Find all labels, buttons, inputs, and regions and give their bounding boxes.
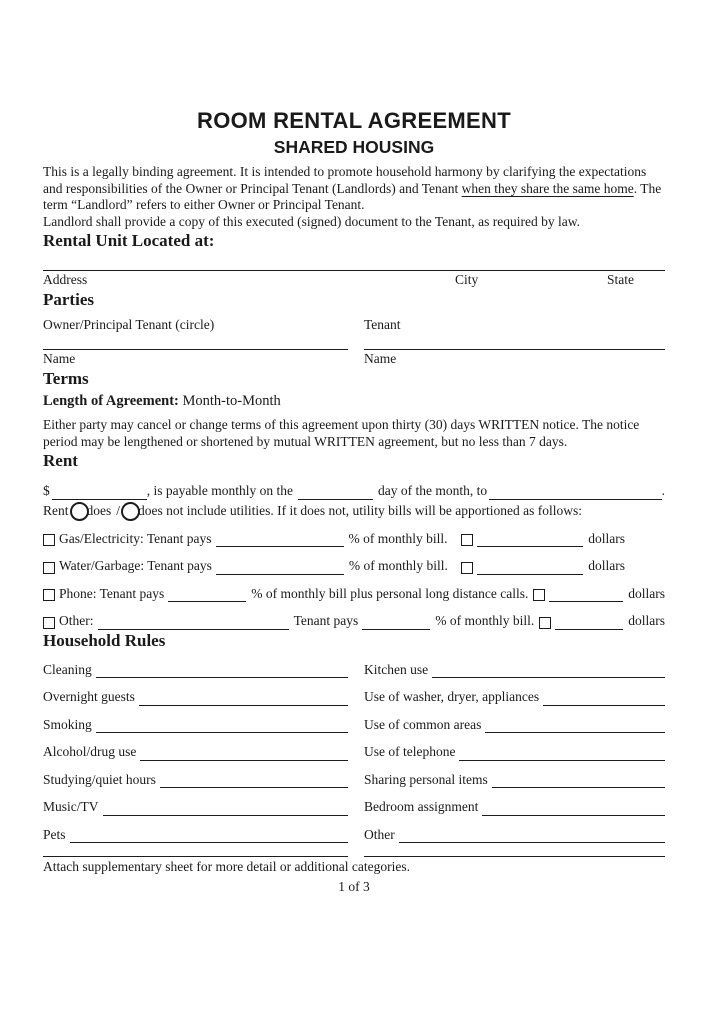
utility-row-phone	[43, 586, 665, 603]
rent-heading: Rent	[43, 451, 78, 470]
landlord-copy-notice: Landlord shall provide a copy of this executed (signed) document to the Tenant, as required by law.	[43, 213, 581, 229]
water-garbage-label: Water/Garbage: Tenant pays	[59, 558, 212, 573]
document-subtitle: SHARED HOUSING	[273, 137, 435, 157]
phone-dollars-label: dollars	[628, 585, 665, 601]
household-row	[43, 717, 665, 734]
document-title: ROOM RENTAL AGREEMENT	[197, 108, 511, 133]
other-dollars-field[interactable]	[555, 618, 623, 630]
phone-checkbox[interactable]	[43, 589, 55, 601]
kitchen-use-field[interactable]	[432, 666, 665, 678]
parties-name-lines	[43, 349, 665, 350]
rent-payable-text-2: day of the month, to	[377, 483, 488, 498]
washer-dryer-label: Use of washer, dryer, appliances	[364, 689, 540, 704]
other-tenant-pays-text: Tenant pays	[293, 613, 359, 628]
other-dollars-checkbox[interactable]	[539, 617, 551, 629]
phone-dollars-checkbox[interactable]	[533, 589, 545, 601]
extra-rule-field-right[interactable]	[364, 856, 665, 857]
parties-roles-row	[43, 317, 665, 334]
extra-rules-lines	[43, 856, 665, 857]
utility-row-water-garbage	[43, 558, 665, 575]
water-dollars-checkbox[interactable]	[461, 562, 473, 574]
extra-rule-field-left[interactable]	[43, 856, 348, 857]
tenant-name-label: Name	[364, 351, 397, 366]
tenant-name-field[interactable]	[364, 349, 665, 350]
smoking-label: Smoking	[43, 716, 92, 732]
intro-paragraph	[43, 164, 665, 214]
household-row	[43, 827, 665, 844]
address-labels-row	[43, 272, 665, 289]
gas-dollars-label: dollars	[588, 530, 625, 546]
intro-text-start: This is a legally binding agreement. It is intended to promote household harmony by clarifying the expectations and responsibilities of the Owner or Principal Tenant (Landlords) and Tenant	[43, 164, 647, 196]
other-percent-field[interactable]	[362, 618, 430, 630]
cleaning-label: Cleaning	[43, 661, 92, 677]
rent-payable-period: .	[661, 483, 665, 498]
tenant-label: Tenant	[364, 316, 401, 332]
does-option-label: does	[86, 502, 112, 518]
water-percent-field[interactable]	[216, 563, 344, 575]
household-row	[43, 772, 665, 789]
music-tv-label: Music/TV	[43, 799, 99, 814]
telephone-use-label: Use of telephone	[364, 744, 456, 759]
household-row	[43, 744, 665, 761]
kitchen-use-label: Kitchen use	[364, 661, 429, 677]
parties-heading: Parties	[43, 289, 94, 309]
pets-field[interactable]	[70, 831, 348, 843]
rent-day-field[interactable]	[298, 488, 373, 500]
address-label: Address	[43, 272, 88, 287]
terms-notice-text: Either party may cancel or change terms of this agreement upon thirty (30) days WRITTEN notice. The notice period may be lengthened or shortened by mutual WRITTEN agreement, but no less than 7 days.	[43, 417, 640, 449]
state-label: State	[607, 272, 634, 287]
phone-percent-field[interactable]	[168, 590, 246, 602]
overnight-guests-field[interactable]	[139, 694, 348, 706]
gas-dollars-field[interactable]	[477, 535, 584, 547]
address-line-field[interactable]	[43, 270, 665, 271]
terms-heading: Terms	[43, 368, 89, 388]
intro-underlined-phrase: when they share the same home	[461, 180, 634, 196]
other-rule-field[interactable]	[399, 831, 665, 843]
water-unit-text: % of monthly bill.	[348, 558, 448, 573]
utilities-prefix: Rent	[43, 502, 69, 518]
water-dollars-field[interactable]	[477, 563, 583, 575]
household-rules-heading: Household Rules	[43, 630, 166, 650]
rent-payable-text-1: , is payable monthly on the	[146, 483, 293, 498]
other-dollars-label: dollars	[628, 613, 665, 628]
other-unit-text: % of monthly bill.	[435, 613, 535, 628]
cleaning-field[interactable]	[96, 666, 348, 678]
gas-unit-text: % of monthly bill.	[348, 530, 448, 546]
gas-electricity-label: Gas/Electricity: Tenant pays	[59, 530, 212, 546]
music-tv-field[interactable]	[103, 804, 349, 816]
phone-unit-text: % of monthly bill plus personal long distance calls.	[251, 585, 529, 601]
utilities-choice-row	[43, 502, 665, 521]
household-row	[43, 689, 665, 706]
length-of-agreement-row	[43, 393, 665, 410]
water-dollars-label: dollars	[588, 558, 625, 573]
bedroom-assignment-label: Bedroom assignment	[364, 799, 479, 814]
length-of-agreement-value: Month-to-Month	[182, 392, 281, 409]
attach-supplement-note: Attach supplementary sheet for more detail or additional categories.	[43, 859, 410, 874]
household-row	[43, 662, 665, 679]
parties-name-labels	[43, 351, 665, 368]
phone-dollars-field[interactable]	[549, 590, 623, 602]
other-utility-label: Other:	[59, 613, 94, 628]
pets-label: Pets	[43, 826, 66, 842]
common-areas-label: Use of common areas	[364, 716, 482, 732]
bedroom-assignment-field[interactable]	[482, 804, 665, 816]
sharing-personal-items-label: Sharing personal items	[364, 771, 488, 787]
rental-unit-heading: Rental Unit Located at:	[43, 231, 215, 250]
city-label: City	[455, 272, 479, 287]
gas-percent-field[interactable]	[216, 535, 344, 547]
gas-dollars-checkbox[interactable]	[461, 534, 473, 546]
household-row	[43, 799, 665, 816]
rent-amount-field[interactable]	[52, 488, 147, 500]
overnight-guests-label: Overnight guests	[43, 689, 135, 704]
rent-payee-field[interactable]	[489, 488, 662, 500]
gas-electricity-checkbox[interactable]	[43, 534, 55, 546]
length-of-agreement-label: Length of Agreement:	[43, 392, 179, 409]
utility-row-gas-electricity	[43, 531, 665, 548]
owner-name-label: Name	[43, 351, 76, 366]
alcohol-drug-label: Alcohol/drug use	[43, 744, 137, 759]
phone-label: Phone: Tenant pays	[59, 585, 165, 601]
water-garbage-checkbox[interactable]	[43, 562, 55, 574]
sharing-personal-items-field[interactable]	[492, 776, 665, 788]
page-number: 1 of 3	[338, 878, 370, 894]
owner-name-field[interactable]	[43, 349, 348, 350]
intro-text-end: . The term “Landlord” refers to either Owner or Principal Tenant.	[43, 180, 662, 212]
other-utility-checkbox[interactable]	[43, 617, 55, 629]
telephone-use-field[interactable]	[459, 749, 665, 761]
does-not-option-label: does not include utilities. If it does not, utility bills will be apportioned as follows:	[138, 502, 582, 518]
studying-quiet-hours-label: Studying/quiet hours	[43, 771, 156, 787]
smoking-field[interactable]	[96, 721, 348, 733]
options-slash: /	[116, 502, 121, 518]
alcohol-drug-field[interactable]	[140, 749, 348, 761]
washer-dryer-field[interactable]	[543, 694, 665, 706]
utility-row-other	[43, 613, 665, 630]
studying-quiet-hours-field[interactable]	[160, 776, 348, 788]
currency-symbol: $	[43, 483, 50, 498]
owner-principal-tenant-label: Owner/Principal Tenant (circle)	[43, 316, 215, 332]
common-areas-field[interactable]	[485, 721, 665, 733]
other-description-field[interactable]	[98, 618, 289, 630]
other-rule-label: Other	[364, 826, 395, 842]
rent-payable-row	[43, 483, 665, 500]
